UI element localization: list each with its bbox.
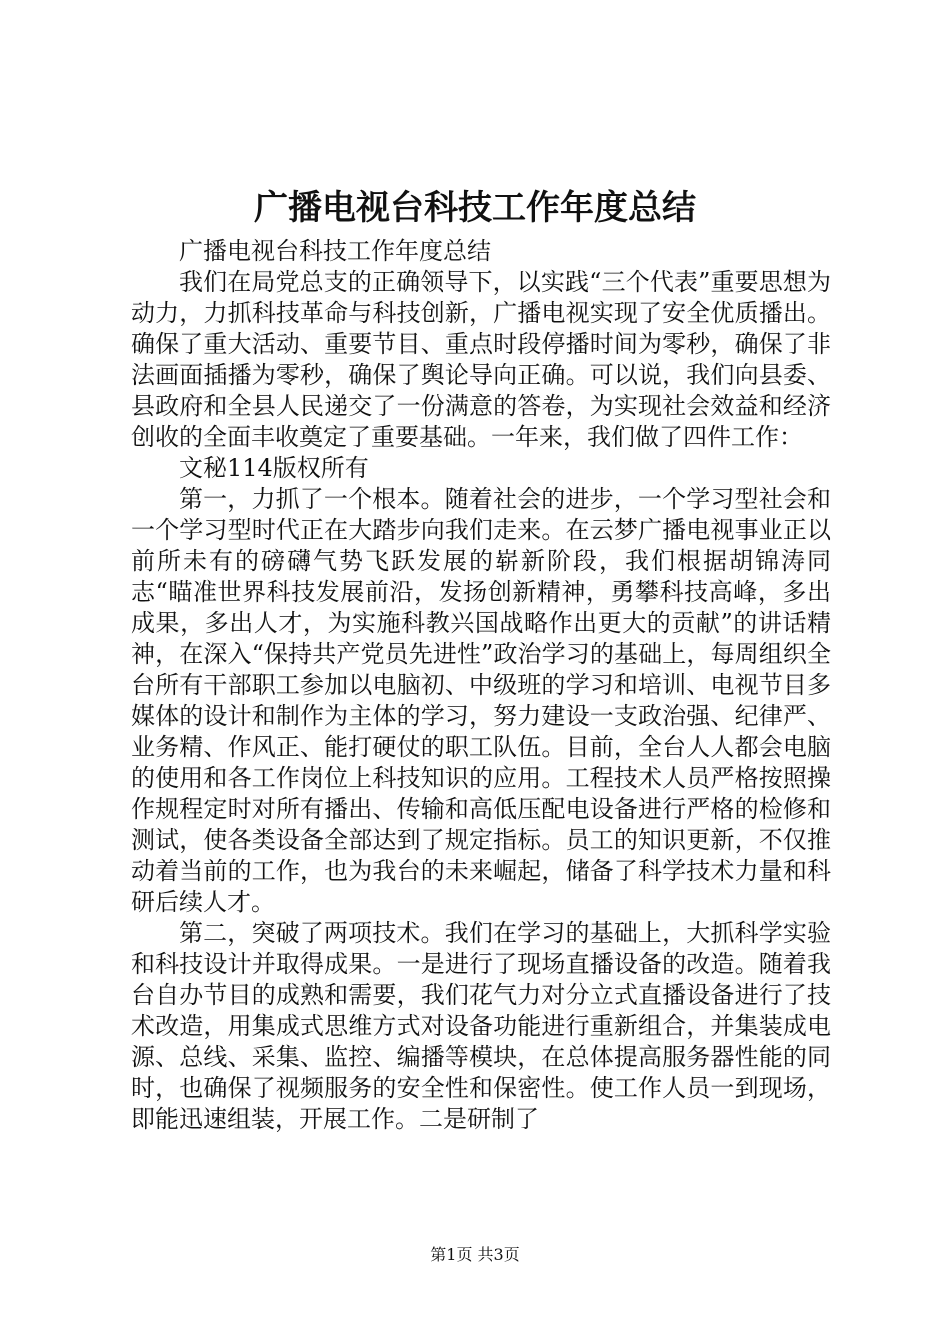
first-point-paragraph: 第一，力抓了一个根本。随着社会的进步，一个学习型社会和一个学习型时代正在大踏步向我们走来。在云梦广播电视事业正以前所未有的磅礴气势飞跃发展的崭新阶段，我们根据胡锦涛同志“瞄准世界科技发展前沿，发扬创新精神，勇攀科技高峰，多出成果，多出人才，为实施科教兴国战略作出更大的贡献”的讲话精神，在深入“保持共产党员先进性”政治学习的基础上，每周组织全台所有干部职工参加以电脑初、中级班的学习和培训、电视节目多媒体的设计和制作为主体的学习，努力建设一支政治强、纪律严、业务精、作风正、能打硬仗的职工队伍。目前，全台人人都会电脑的使用和各工作岗位上科技知识的应用。工程技术人员严格按照操作规程定时对所有播出、传输和高低压配电设备进行严格的检修和测试，使各类设备全部达到了规定指标。员工的知识更新，不仅推动着当前的工作，也为我台的未来崛起，储备了科学技术力量和科研后续人才。 <box>131 485 831 916</box>
document-body <box>131 236 831 1135</box>
subtitle-paragraph: 广播电视台科技工作年度总结 <box>179 237 491 265</box>
second-point-paragraph: 第二，突破了两项技术。我们在学习的基础上，大抓科学实验和科技设计并取得成果。一是进行了现场直播设备的改造。随着我台自办节目的成熟和需要，我们花气力对分立式直播设备进行了技术改造，用集成式思维方式对设备功能进行重新组合，并集装成电源、总线、采集、监控、编播等模块，在总体提高服务器性能的同时，也确保了视频服务的安全性和保密性。使工作人员一到现场，即能迅速组装，开展工作。二是研制了 <box>131 919 831 1133</box>
intro-paragraph: 我们在局党总支的正确领导下，以实践“三个代表”重要思想为动力，力抓科技革命与科技创新，广播电视实现了安全优质播出。确保了重大活动、重要节目、重点时段停播时间为零秒，确保了非法画面插播为零秒，确保了舆论导向正确。可以说，我们向县委、县政府和全县人民递交了一份满意的答卷，为实现社会效益和经济创收的全面丰收奠定了重要基础。一年来，我们做了四件工作： <box>131 268 831 451</box>
page-title: 广播电视台科技工作年度总结 <box>254 188 696 228</box>
copyright-line: 文秘114版权所有 <box>179 454 369 482</box>
page-footer: 第1页 共3页 <box>430 1245 520 1264</box>
